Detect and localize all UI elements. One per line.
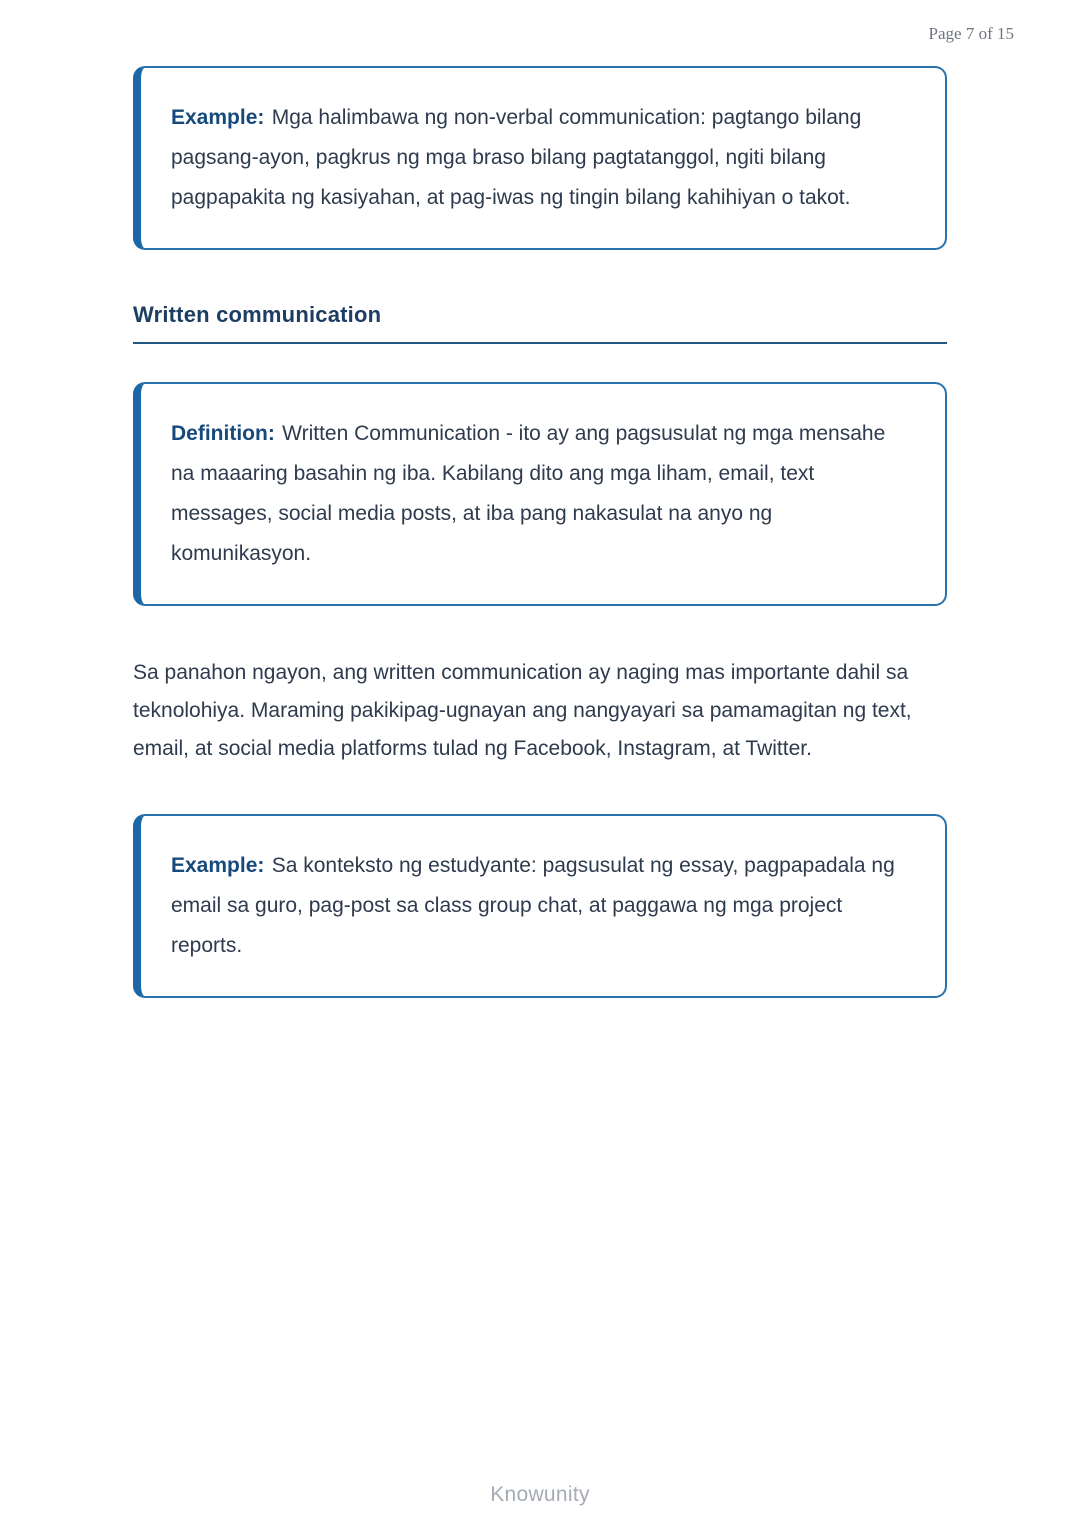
callout-label-definition: Definition: — [171, 422, 275, 445]
callout-label-example: Example: — [171, 854, 265, 877]
section-heading-written-communication: Written communication — [133, 302, 382, 327]
callout-body-text: Mga halimbawa ng non-verbal communication: pagtango bilang pagsang-ayon, pagkrus ng mga braso bilang pagtatanggol, ngiti bilang pagpapakita ng kasiyahan, at pag-iwas ng tingin bilang kahihiyan o takot. — [171, 106, 862, 209]
callout-body-text: Written Communication - ito ay ang pagsusulat ng mga mensahe na maaaring basahin ng iba. Kabilang dito ang mga liham, email, text messages, social media posts, at iba pang nakasulat na anyo ng komunikasyon. — [171, 422, 886, 565]
example-callout-nonverbal-text — [171, 98, 903, 218]
footer-brand: Knowunity — [490, 1483, 590, 1506]
example-callout-written-text — [171, 846, 903, 966]
definition-callout-written — [133, 382, 947, 606]
example-callout-nonverbal — [133, 66, 947, 250]
callout-body-text: Sa konteksto ng estudyante: pagsusulat ng essay, pagpapadala ng email sa guro, pag-post sa class group chat, at paggawa ng mga project reports. — [171, 854, 895, 957]
callout-label-example: Example: — [171, 106, 265, 129]
section-heading-rule — [133, 342, 947, 344]
page-number: Page 7 of 15 — [928, 24, 1014, 43]
definition-callout-written-text — [171, 414, 903, 574]
page-content — [133, 66, 947, 998]
example-callout-written — [133, 814, 947, 998]
body-paragraph-technology: Sa panahon ngayon, ang written communication ay naging mas importante dahil sa teknolohiya. Maraming pakikipag-ugnayan ang nangyayari sa pamamagitan ng text, email, at social media platforms tulad ng Facebook, Instagram, at Twitter. — [133, 661, 912, 760]
